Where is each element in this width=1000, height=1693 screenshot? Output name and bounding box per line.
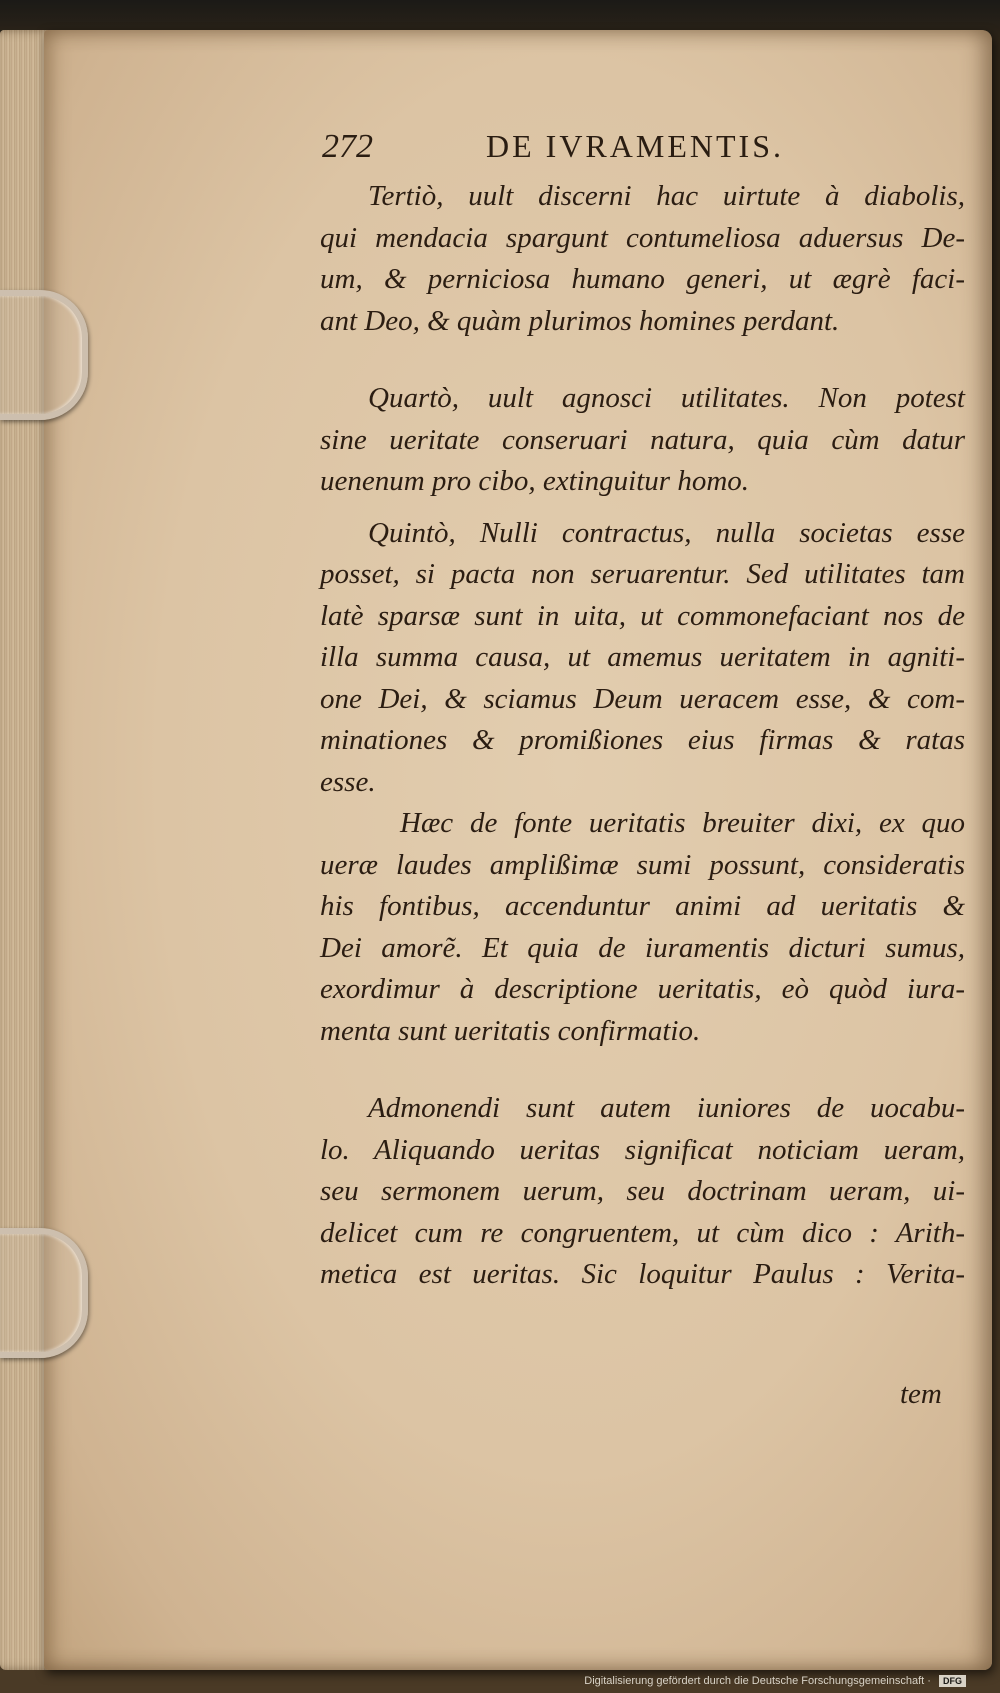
text-line: menta sunt ueritatis confirmatio.	[320, 1014, 701, 1047]
text-line: Quartò, uult agnosci utilitates. Non potest	[368, 382, 965, 414]
text-line: latè sparsæ sunt in uita, ut commonefaciant nos de	[320, 599, 965, 632]
text-block	[320, 176, 965, 1296]
text-line: seu sermonem uerum, seu doctrinam ueram, ui-	[320, 1175, 965, 1207]
text-line: Admonendi sunt autem iuniores de uocabu-	[368, 1092, 965, 1124]
text-line: minationes & promißiones eius firmas & ratas	[320, 724, 965, 756]
text-line: delicet cum re congruentem, ut cùm dico : Arith-	[320, 1216, 965, 1249]
credit-text: Digitalisierung gefördert durch die Deutsche Forschungsgemeinschaft ·	[584, 1674, 931, 1687]
text-line: posset, si pacta non seruarentur. Sed utilitates tam	[320, 558, 965, 590]
paragraph-gap	[320, 342, 965, 378]
page-clip-top	[0, 290, 88, 420]
page-clip-bottom	[0, 1228, 88, 1358]
text-line: his fontibus, accenduntur animi ad ueritatis &	[320, 890, 965, 922]
text-line: esse.	[320, 765, 376, 798]
text-line: illa summa causa, ut amemus ueritatem in agniti-	[320, 641, 965, 673]
text-line: Quintò, Nulli contractus, nulla societas esse	[368, 516, 965, 549]
paragraph-gap	[320, 1052, 965, 1088]
dfg-logo: DFG	[939, 1675, 966, 1687]
text-line: exordimur à descriptione ueritatis, eò quòd iura-	[320, 973, 965, 1005]
text-line: Hæc de fonte ueritatis breuiter dixi, ex quo	[400, 807, 965, 839]
text-line: uenenum pro cibo, extinguitur homo.	[320, 465, 750, 497]
page-header	[322, 122, 882, 172]
paragraph-quinto	[320, 513, 965, 804]
catchword: tem	[900, 1378, 942, 1410]
page-number: 272	[322, 128, 373, 165]
text-line: ueræ laudes amplißimæ sumi possunt, consideratis	[320, 848, 965, 881]
paragraph-haec	[320, 803, 965, 1052]
paragraph-admonendi	[320, 1088, 965, 1296]
text-line: Dei amorẽ. Et quia de iuramentis dicturi sumus,	[320, 931, 965, 964]
running-head: DE IVRAMENTIS.	[486, 128, 784, 164]
paragraph-quarto	[320, 378, 965, 503]
text-line: Tertiò, uult discerni hac uirtute à diabolis,	[368, 180, 965, 212]
text-line: metica est ueritas. Sic loquitur Paulus : Verita-	[320, 1258, 965, 1290]
text-line: um, & perniciosa humano generi, ut ægrè faci-	[320, 263, 965, 295]
text-line: ant Deo, & quàm plurimos homines perdant.	[320, 304, 840, 337]
text-line: one Dei, & sciamus Deum ueracem esse, & com-	[320, 682, 965, 715]
text-line: sine ueritate conseruari natura, quia cùm datur	[320, 423, 965, 456]
paragraph-tertio	[320, 176, 965, 342]
text-line: qui mendacia spargunt contumeliosa aduersus De-	[320, 221, 965, 254]
text-line: lo. Aliquando ueritas significat noticiam ueram,	[320, 1133, 965, 1166]
paragraph-gap	[320, 503, 965, 513]
digitization-credit	[584, 1675, 966, 1687]
